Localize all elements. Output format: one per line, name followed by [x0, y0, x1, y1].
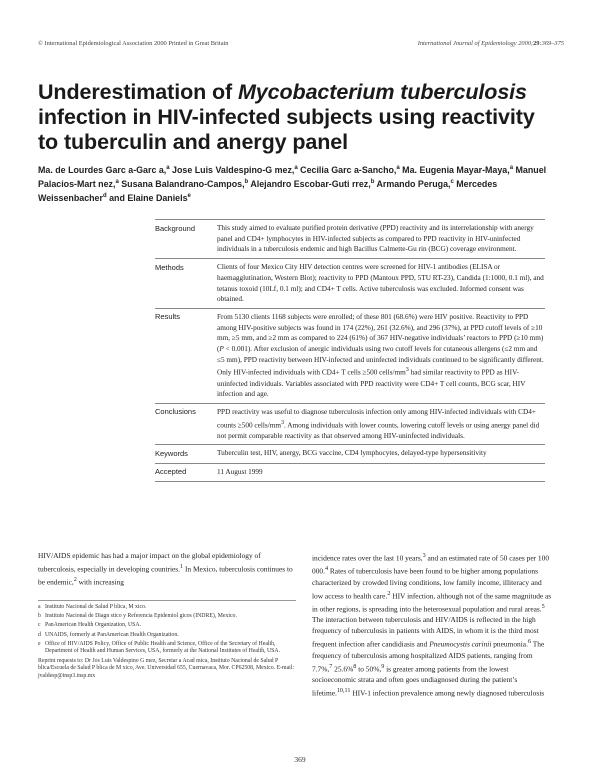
page-number: 369 [294, 755, 306, 764]
abstract-text: PPD reactivity was useful to diagnose tuberculosis infection only among HIV-infected individuals with CD4+ counts ≥500 cells/$mm^3$. Among individuals with lower counts, lowering cutoff levels or using anergy panel did not permit comparable reactivity as that observed among HIV-uninfected individuals. [217, 407, 540, 440]
abstract-label: Results [155, 312, 181, 322]
body-paragraph: HIV/AIDS epidemic has had a major impact on the global epidemiology of tuberculosis, especially in developing countries.$^1$ In Mexico, tuberculosis continues to be endemic,$^2$ with increasing [38, 551, 293, 587]
accepted-date: 11 August 1999 [217, 467, 263, 476]
abstract-results [155, 308, 545, 403]
abstract-accepted [155, 463, 545, 482]
footnote: c PanAmerican Health Organization, USA. [38, 622, 141, 629]
copyright-line: © International Epidemiological Association 2000 Printed in Great Britain [38, 40, 229, 47]
footnote: d UNAIDS, formerly at PanAmerican Health Organization. [38, 631, 179, 638]
reprint-requests: Reprint requests to: Dr Jos Luis Valdespino G mez, Secretar a Acad mica, Instituto Nacional de Salud P blica/Escuela de Salud P blica de M xico, Ave. Universidad 655, Cuernavaca, Mor. CP62508, Mexico. E-mail: jvaldesp@insp3.insp.mx [38, 657, 294, 679]
body-column-left [38, 551, 296, 589]
abstract-box [155, 219, 545, 482]
footnote: e Office of HIV/AIDS Policy, Office of Public Health and Science, Office of the Secretary of Health, Department of Health and Human Services, USA, formerly at the National Institutes of Health, USA. [38, 640, 281, 655]
abstract-text: From 5130 clients 1168 subjects were enrolled; of these 801 (68.6%) were HIV positive. Reactivity to PPD among HIV-positive subjects was found in 174 (22%), 261 (32.6%), and 296 (37%), at PPD cutoff levels of ≥10 mm, ≥5 mm, and ≥2 mm as compared to 224 (61%) of 367 HIV-negative individuals’ reactors to PPD (≥10 mm) (P < 0.001). After exclusion of anergic individuals using two cutoff levels for cutaneous allergens (≤2 mm and ≤5 mm), PPD reactivity between HIV-infected and uninfected individuals continued to be significantly different. Only HIV-infected individuals with CD4+ T cells ≥500 cells/$mm^3$ had similar reactivity to PPD as HIV-uninfected individuals. Variables associated with PPD reactivity were CD4+ T cell counts, BCG scar, HIV infection and age. [217, 312, 544, 399]
abstract-label: Accepted [155, 467, 187, 477]
abstract-background [155, 219, 545, 258]
abstract-label: Keywords [155, 448, 188, 458]
journal-citation: International Journal of Epidemiology 2000;29:369–375 [417, 40, 564, 47]
abstract-keywords [155, 444, 545, 462]
keywords-text: Tuberculin test, HIV, anergy, BCG vaccine, CD4 lymphocytes, delayed-type hypersensitivity [217, 449, 487, 458]
abstract-label: Background [155, 223, 196, 233]
title-organism: Mycobacterium tuberculosis [237, 80, 527, 104]
abstract-conclusions [155, 403, 545, 445]
abstract-label: Methods [155, 262, 184, 272]
abstract-label: Conclusions [155, 407, 196, 417]
body-column-right [312, 551, 552, 699]
body-paragraph: incidence rates over the last 10 years,$^3$ and an estimated rate of 50 cases per 100 000.$^4$ Rates of tuberculosis have been found to be higher among populations characterized by crowded living conditions, low family income, illiteracy and low access to health care.$^2$ HIV infection, although not of the same magnitude as in other regions, is spreading into the heterosexual population and rural areas.$^5$ The interaction between tuberculosis and HIV/AIDS is reflected in the high frequency of tuberculosis in patients with AIDS, in whom it is the third most frequent infection after candidiasis and Pneumocystis carinii pneumonia.$^6$ The frequency of tuberculosis among hospitalized AIDS patients, ranging from 7.7%,$^7$ 25.6%$^8$ to 50%,$^9$ is greater among patients from the lowest socioeconomic strata and often goes undiagnosed during the patient’s lifetime.$^{10,11}$ HIV-1 infection prevalence among newly diagnosed tuberculosis [312, 553, 552, 698]
abstract-methods [155, 258, 545, 308]
abstract-text: Clients of four Mexico City HIV detection centres were screened for HIV-1 antibodies (ELISA or haemagglutination, Western Blot); reactivity to PPD (Mantoux PPD, 5TU RT-23), Candida (1:1000, 0.1 ml), and tetanus toxoid (10Lf, 0.1 ml); and CD4+ T cells. Active tuberculosis was excluded. Informed consent was obtained. [217, 263, 544, 304]
author-list: Ma. de Lourdes Garc a-Garc a,$^a$ Jose Luis Valdespino-G mez,$^a$ Cecilia Garc a-Sancho,$^a$ Ma. Eugenia Mayar-Maya,$^a$ Manuel Palacios-Mart nez,$^a$ Susana Balandrano-Campos,$^b$ Alejandro Escobar-Guti rrez,$^b$ Armando Peruga,$^c$ Mercedes Weissenbacher$^d$ and Elaine Daniels$^e$ [38, 164, 547, 203]
footnote: a Instituto Nacional de Salud P blica, M xico. [38, 604, 147, 610]
running-header [38, 40, 564, 47]
footnote: b Instituto Nacional de Diagn stico y Referencia Epidemiol gicos (INDRE), Mexico. [38, 613, 237, 620]
article-title: Underestimation of Mycobacterium tuberculosis infection in HIV-infected subjects using reactivity to tuberculin and anergy panel [38, 80, 535, 154]
footnotes [38, 600, 296, 680]
abstract-text: This study aimed to evaluate purified protein derivative (PPD) reactivity and its interrelationship with anergy panel and CD4+ lymphocytes in HIV-infected subjects as compared to PPD reactivity in HIV-uninfected individuals in a tuberculosis endemic and high Bacillus Calmette-Gu rin (BCG) coverage environment. [217, 224, 534, 254]
